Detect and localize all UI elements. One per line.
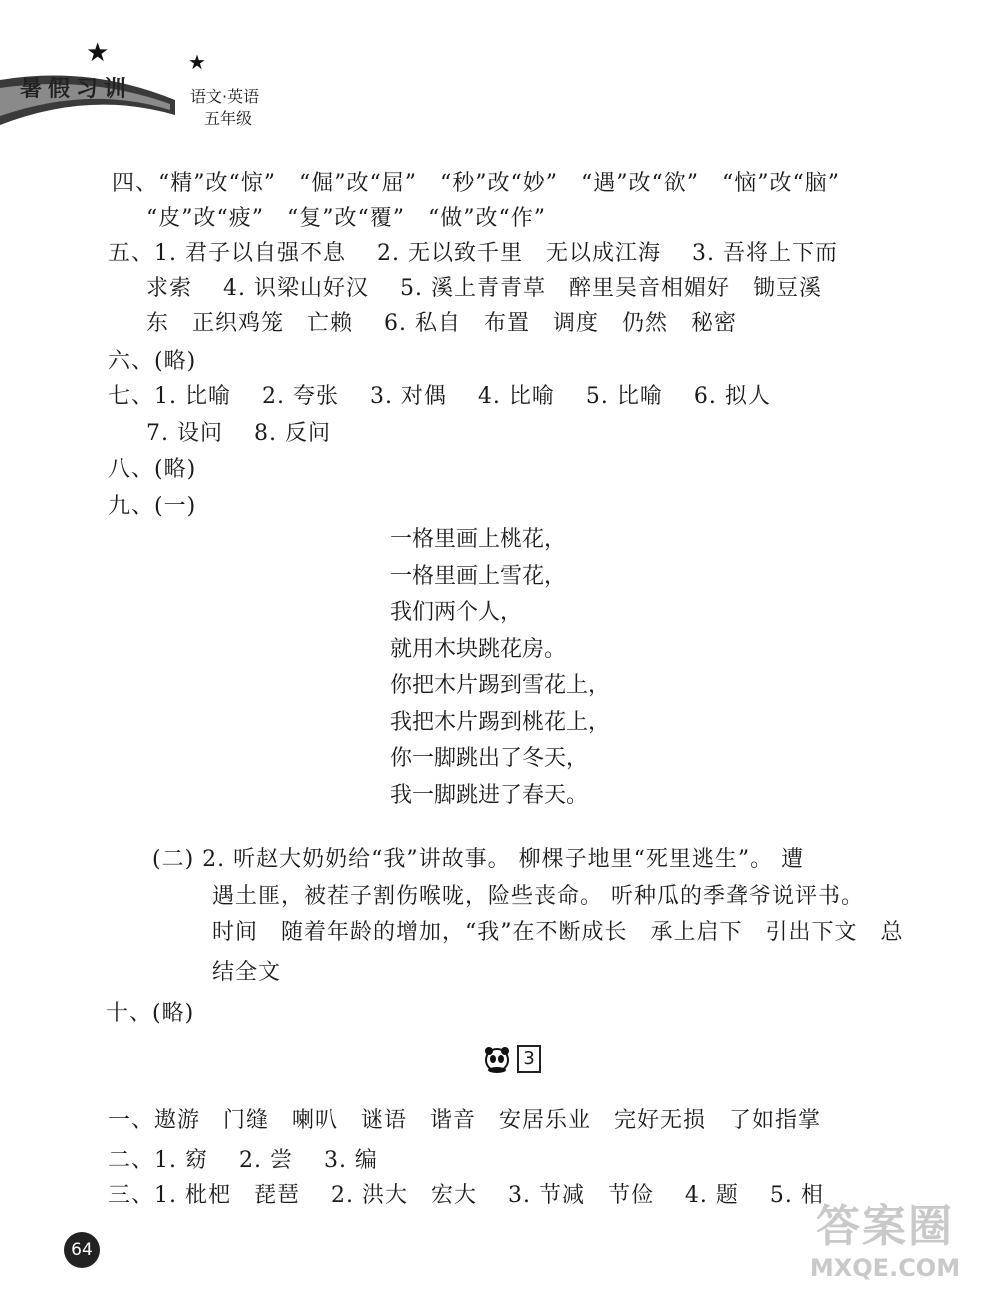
answer-line: 二、1. 窈 2. 尝 3. 编	[108, 1148, 378, 1173]
poem-line: 我们两个人，	[390, 600, 523, 625]
answer-line: 遇土匪，被茬子割伤喉咙，险些丧命。 听种瓜的季聋爷说评书。	[212, 884, 864, 909]
poem-line: 你把木片踢到雪花上，	[390, 673, 611, 698]
answer-line: 东 正织鸡笼 亡赖 6. 私自 布置 调度 仍然 秘密	[146, 311, 737, 336]
star-icon: ★	[188, 50, 206, 74]
answer-line: 九、(一)	[108, 494, 197, 519]
unit-number: 3	[517, 1045, 541, 1073]
answer-line: 结全文	[212, 960, 282, 985]
watermark-title: 答案圈	[816, 1201, 954, 1252]
answer-line: 八、(略)	[108, 457, 197, 482]
poem-line: 我把木片踢到桃花上，	[390, 709, 611, 735]
answer-line: 七、1. 比喻 2. 夸张 3. 对偶 4. 比喻 5. 比喻 6. 拟人	[108, 384, 771, 409]
answer-line: 五、1. 君子以自强不息 2. 无以致千里 无以成江海 3. 吾将上下而	[108, 241, 838, 266]
poem-block	[390, 522, 610, 814]
poem-line: 你一脚跳出了冬天，	[390, 746, 589, 771]
answer-line: 三、1. 枇杷 琵琶 2. 洪大 宏大 3. 节减 节俭 4. 题 5. 相	[108, 1183, 824, 1208]
answer-line: 时间 随着年龄的增加，“我”在不断成长 承上启下 引出下文 总	[212, 920, 904, 945]
answer-line: 六、(略)	[108, 349, 197, 374]
grade-label: 五年级	[204, 109, 253, 128]
star-icon: ★	[86, 38, 110, 68]
unit-marker	[482, 1044, 541, 1074]
subject-label: 语文·英语	[190, 87, 260, 106]
answer-line: “皮”改“疲” “复”改“覆” “做”改“作”	[146, 206, 546, 231]
answer-line: (二) 2. 听赵大奶奶给“我”讲故事。 柳棵子地里“死里逃生”。 遭	[152, 847, 805, 872]
answer-line: 一、遨游 门缝 喇叭 谜语 谐音 安居乐业 完好无损 了如指掌	[108, 1108, 822, 1133]
answer-line: 求索 4. 识梁山好汉 5. 溪上青青草 醉里吴音相媚好 锄豆溪	[146, 276, 822, 301]
panda-icon	[482, 1044, 512, 1074]
poem-line: 就用木块跳花房。	[390, 636, 567, 662]
watermark	[790, 1190, 980, 1282]
answer-line: 四、“精”改“惊” “倔”改“屈” “秒”改“妙” “遇”改“欲” “恼”改“脑”	[112, 171, 840, 196]
poem-line: 我一脚跳进了春天。	[390, 782, 589, 808]
watermark-url: MXQE.COM	[809, 1254, 961, 1282]
answer-line: 7. 设问 8. 反问	[146, 421, 331, 446]
poem-line: 一格里画上雪花，	[390, 563, 567, 589]
answer-line: 十、(略)	[106, 1001, 195, 1026]
page-number: 64	[64, 1232, 100, 1268]
brand-title: 暑假习训	[20, 76, 133, 102]
poem-line: 一格里画上桃花，	[390, 527, 567, 552]
